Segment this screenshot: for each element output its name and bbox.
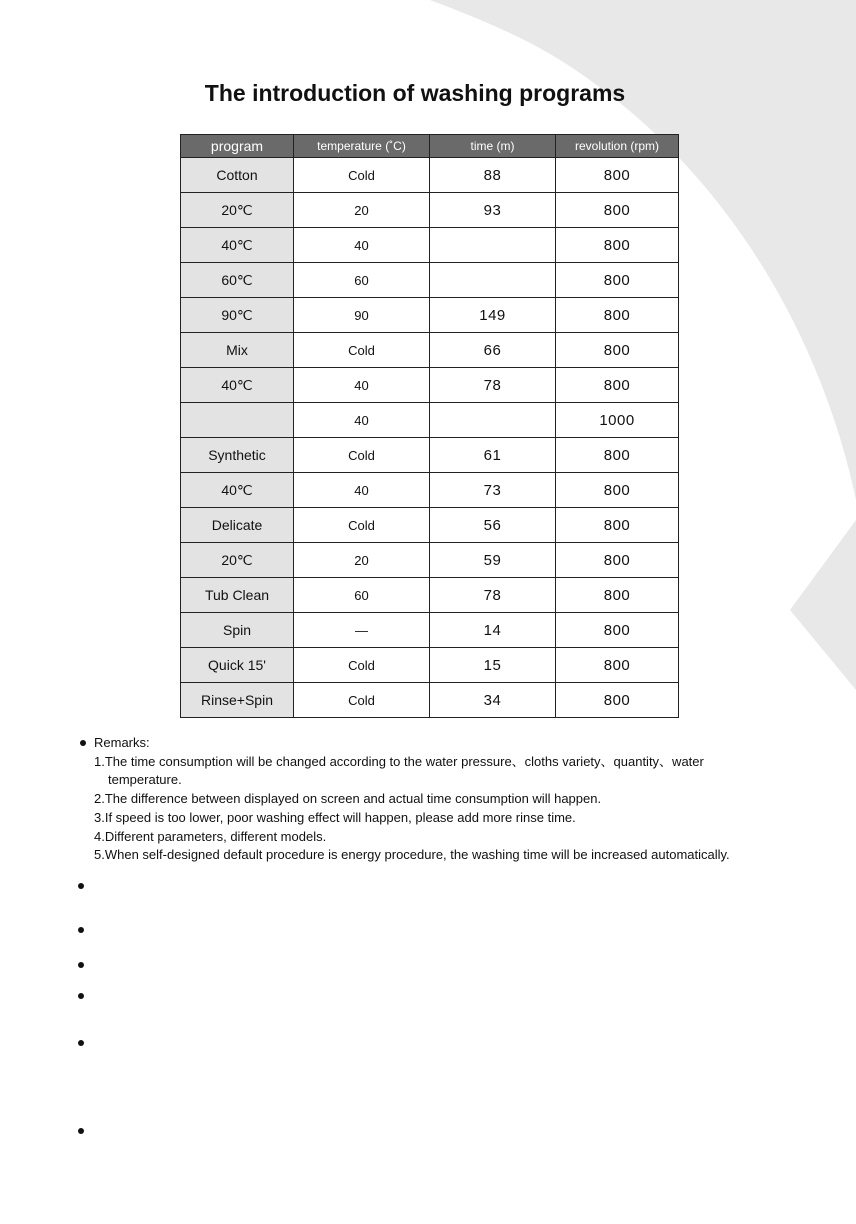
table-row [181,333,679,368]
row-time [430,228,556,263]
row-time: 59 [430,543,556,578]
row-program: Synthetic [181,438,294,473]
bullet-icon [78,883,84,889]
row-temperature: 40 [294,403,430,438]
row-time: 15 [430,648,556,683]
row-temperature: 20 [294,543,430,578]
table-row [181,613,679,648]
bullet-icon [78,993,84,999]
remark-item: 4.Different parameters, different models. [94,828,327,844]
table-row [181,648,679,683]
row-revolution: 800 [556,438,679,473]
row-temperature: Cold [294,648,430,683]
row-time: 56 [430,508,556,543]
row-program: 90℃ [181,298,294,333]
row-program: 20℃ [181,193,294,228]
page-title: The introduction of washing programs [204,80,626,106]
washing-programs-table [180,134,679,718]
row-temperature: 40 [294,473,430,508]
row-revolution: 800 [556,578,679,613]
row-revolution: 800 [556,683,679,718]
bullet-icon [80,740,86,746]
table-row [181,438,679,473]
row-program: 60℃ [181,263,294,298]
remark-item: 1.The time consumption will be changed according to the water pressure、cloths variety、quantity、water [94,753,704,769]
remarks-heading: Remarks: [94,735,150,750]
row-temperature: 60 [294,578,430,613]
row-revolution: 800 [556,648,679,683]
row-program: 40℃ [181,228,294,263]
remark-item-continued: temperature. [108,772,182,788]
row-revolution: 800 [556,473,679,508]
row-revolution: 1000 [556,403,679,438]
row-program: Mix [181,333,294,368]
row-revolution: 800 [556,298,679,333]
row-program: Tub Clean [181,578,294,613]
table-row [181,158,679,193]
row-time [430,263,556,298]
table-row [181,193,679,228]
row-revolution: 800 [556,543,679,578]
row-temperature: — [294,613,430,648]
remark-item: 3.If speed is too lower, poor washing effect will happen, please add more rinse time. [94,809,576,825]
row-revolution: 800 [556,193,679,228]
row-time: 61 [430,438,556,473]
table-row [181,508,679,543]
row-program: Quick 15' [181,648,294,683]
remark-item: 5.When self-designed default procedure is energy procedure, the washing time will be increased automatically. [94,847,730,863]
row-temperature: Cold [294,158,430,193]
row-revolution: 800 [556,368,679,403]
row-time: 73 [430,473,556,508]
row-time: 66 [430,333,556,368]
row-revolution: 800 [556,333,679,368]
table-row [181,368,679,403]
row-temperature: Cold [294,438,430,473]
row-time: 93 [430,193,556,228]
table-row [181,263,679,298]
row-revolution: 800 [556,158,679,193]
row-program [181,403,294,438]
row-program: 20℃ [181,543,294,578]
row-revolution: 800 [556,228,679,263]
row-temperature: 60 [294,263,430,298]
header-time: time (m) [430,135,556,158]
row-program: 40℃ [181,368,294,403]
row-program: Rinse+Spin [181,683,294,718]
bullet-icon [78,1128,84,1134]
table-header-row [181,135,679,158]
bullet-icon [78,1040,84,1046]
bullet-icon [78,962,84,968]
row-temperature: 40 [294,368,430,403]
table-row [181,228,679,263]
remark-item: 2.The difference between displayed on screen and actual time consumption will happen. [94,791,602,807]
row-temperature: 40 [294,228,430,263]
row-temperature: Cold [294,333,430,368]
table-row [181,578,679,613]
row-temperature: Cold [294,683,430,718]
row-time: 14 [430,613,556,648]
table-row [181,543,679,578]
row-temperature: 90 [294,298,430,333]
row-program: 40℃ [181,473,294,508]
row-time: 78 [430,368,556,403]
row-time: 78 [430,578,556,613]
row-temperature: Cold [294,508,430,543]
row-program: Delicate [181,508,294,543]
row-temperature: 20 [294,193,430,228]
row-revolution: 800 [556,508,679,543]
table-row [181,683,679,718]
remarks-section [78,734,730,865]
header-program: program [181,135,294,158]
table-row [181,298,679,333]
row-time: 88 [430,158,556,193]
table-row [181,403,679,438]
row-revolution: 800 [556,263,679,298]
table-row [181,473,679,508]
remarks-heading-line [78,734,730,753]
row-revolution: 800 [556,613,679,648]
bullet-icon [78,927,84,933]
row-program: Cotton [181,158,294,193]
row-time: 34 [430,683,556,718]
row-program: Spin [181,613,294,648]
header-temperature: temperature (˚C) [294,135,430,158]
row-time [430,403,556,438]
row-time: 149 [430,298,556,333]
header-revolution: revolution (rpm) [556,135,679,158]
